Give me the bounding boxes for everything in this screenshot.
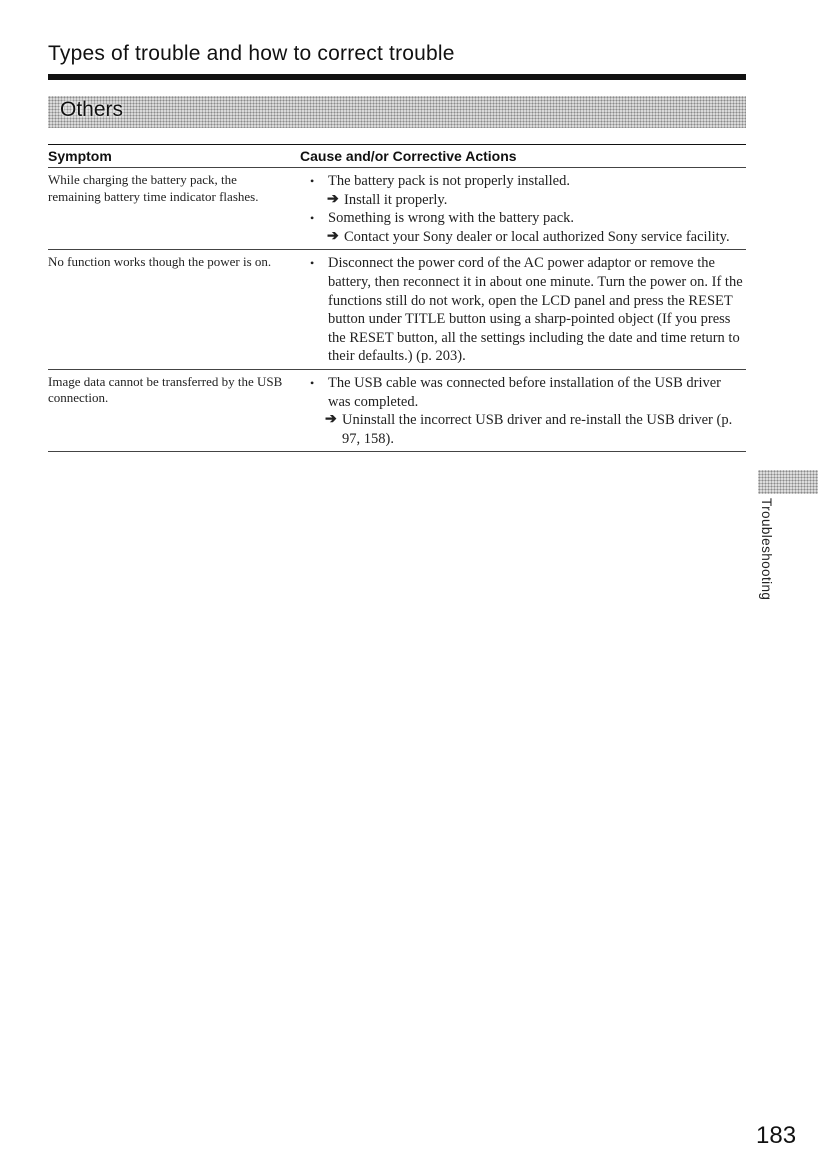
trouble-table [48,144,746,452]
section-band [48,96,746,128]
arrow-icon: ➔ [325,412,337,428]
action-text: Contact your Sony dealer or local authorized Sony service facility. [344,228,730,245]
side-band [758,470,818,494]
section-title: Others [60,98,124,121]
cause-bullet: • Disconnect the power cord of the AC power adaptor or remove the battery, then reconnect it in about one minute. Turn the power on. If the functions still do not work, open the LCD panel and press the RESET button under TITLE button using a sharp-pointed object (If you press the RESET button, all the settings including the date and time return to their defaults.) (p. 203). [300,254,746,366]
page-number: 183 [756,1122,797,1149]
page-title: Types of trouble and how to correct trouble [48,42,455,65]
header-symptom: Symptom [48,148,112,164]
header-cause: Cause and/or Corrective Actions [300,148,517,164]
arrow-icon: ➔ [327,228,339,244]
table-row [48,370,746,452]
action-line [300,411,746,448]
table-row [48,168,746,250]
cause-bullet: • The USB cable was connected before installation of the USB driver was completed. [300,374,746,411]
action-line [300,191,746,210]
cause-bullet: • Something is wrong with the battery pack. [300,209,746,228]
symptom-cell: While charging the battery pack, the remaining battery time indicator flashes. [48,172,259,204]
title-rule [48,74,746,80]
cause-cell [300,254,746,366]
cause-cell [300,172,746,246]
symptom-cell: Image data cannot be transferred by the USB connection. [48,373,283,406]
action-text: Install it properly. [344,191,448,208]
action-text: Uninstall the incorrect USB driver and re-install the USB driver (p. 97, 158). [342,412,733,447]
table-row [48,250,746,370]
cause-bullet: • The battery pack is not properly installed. [300,172,746,191]
table-header [48,144,746,168]
cause-cell [300,374,746,448]
action-line [300,228,746,247]
symptom-cell: No function works though the power is on. [48,254,272,270]
arrow-icon: ➔ [327,191,339,207]
chapter-tab: Troubleshooting [759,498,774,601]
